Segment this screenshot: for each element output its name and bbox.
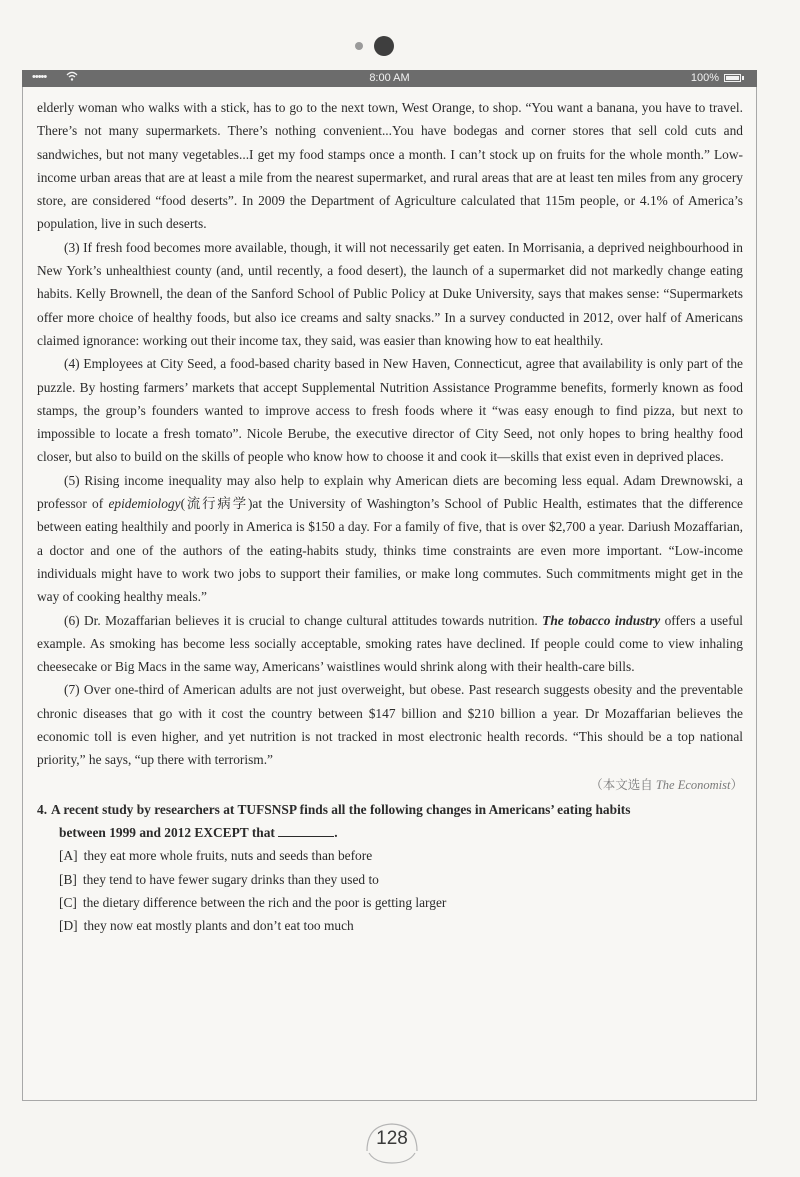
source-title: The Economist (655, 777, 731, 792)
battery-tip (742, 76, 744, 80)
option-letter: [A] (59, 848, 78, 864)
question-stem-line2: between 1999 and 2012 EXCEPT that (59, 824, 275, 840)
paragraph-p3 (37, 236, 743, 352)
question-stem-line1: A recent study by researchers at TUFSNSP finds all the following changes in Americans’ eating habits (51, 801, 631, 817)
option-text: they eat more whole fruits, nuts and seeds than before (83, 848, 373, 864)
paragraph-text: elderly woman who walks with a stick, has to go to the next town, West Orange, to shop. “You want a banana, you have to travel. There’s not many supermarkets. There’s nothing convenient...You have bodegas and corner stores that sell cold cuts and sandwiches, but not many vegetables...I get my food stamps once a month. I can’t stock up on fruits for the whole month.” Low-income urban areas that are at least a mile from the nearest supermarket, and rural areas that are at least ten miles from any grocery store, are considered “food deserts”. In 2009 the Department of Agriculture calculated that 115m people, or 4.1% of America’s population, live in such deserts. (37, 100, 743, 232)
page-number-badge (363, 1117, 421, 1167)
camera-sensor (355, 42, 363, 50)
option-text: the dietary difference between the rich and the poor is getting larger (82, 894, 447, 910)
paragraph-text: (流行病学)at the University of Washington’s School of Public Health, estimates that the difference between eating healthily and poorly in America is $150 a day. For a family of five, that is over $2,700 a year. Dariush Mozaffarian, a doctor and one of the authors of the eating-habits study, thinks time constraints are even more important. “Low-income individuals might have to work two jobs to support their families, or make long commutes. Such commitments might get in the way of cooking healthy meals.” (37, 496, 744, 605)
battery-icon (724, 74, 741, 82)
option-letter: [D] (59, 918, 78, 934)
paragraph-text: (3) If fresh food becomes more available, though, it will not necessarily get eaten. In Morrisania, a deprived neighbourhood in New York’s unhealthiest county (and, until recently, a food desert), the launch of a supermarket did not markedly change eating habits. Kelly Brownell, the dean of the Sanford School of Public Policy at Duke University, says that makes sense: “Supermarkets offer more choice of healthy foods, but also ice creams and salty snacks.” In a survey conducted in 2012, over half of Americans claimed ignorance: working out their income tax, they said, was easier than knowing how to eat healthily. (37, 239, 743, 348)
paragraph-text: (7) Over one-third of American adults are not just overweight, but obese. Past research suggests obesity and the preventable chronic diseases that go with it cost the country between $147 billion and $210 billion a year. Dr Mozaffarian believes the economic toll is even higher, and yet nutrition is not tracked in most electronic health records. “This should be a top national priority,” he says, “up there with terrorism.” (37, 682, 743, 768)
paragraph-p7 (37, 678, 743, 771)
question-number: 4. (37, 801, 48, 817)
battery-percent: 100% (690, 72, 719, 84)
paragraph-p2-cont (37, 96, 743, 236)
page-number: 128 (376, 1128, 408, 1149)
camera-lens (374, 36, 394, 56)
answer-options (37, 844, 743, 937)
option-b[interactable] (59, 868, 743, 891)
source-prefix: （本文选自 (590, 777, 656, 792)
source-suffix: ） (730, 777, 743, 792)
option-c[interactable] (59, 891, 743, 914)
status-time: 8:00 AM (369, 72, 410, 84)
article-content (37, 96, 743, 937)
paragraph-p5 (37, 469, 743, 609)
answer-blank (278, 824, 334, 837)
paragraph-p4 (37, 352, 743, 468)
option-text: they now eat mostly plants and don’t eat too much (83, 918, 354, 934)
emphasis-text: The tobacco industry (542, 612, 661, 628)
question-4 (37, 798, 743, 845)
article-body (37, 96, 743, 772)
option-a[interactable] (59, 844, 743, 867)
option-letter: [B] (59, 871, 77, 887)
paragraph-text: offers a useful example. As smoking has become less socially acceptable, smoking rates have declined. If people could come to view inhaling cheesecake or Big Macs in the same way, Americans’ waistlines would shrink along with their health-care bills. (37, 612, 743, 675)
option-d[interactable] (59, 914, 743, 937)
signal-strength: ••••• (32, 71, 47, 83)
paragraph-text: (6) Dr. Mozaffarian believes it is crucial to change cultural attitudes towards nutrition. (64, 612, 543, 628)
question-end: . (334, 824, 338, 840)
emphasis-text: epidemiology (108, 496, 181, 512)
paragraph-text: (4) Employees at City Seed, a food-based charity based in New Haven, Connecticut, agree that availability is only part of the puzzle. By hosting farmers’ markets that accept Supplemental Nutrition Assistance Programme benefits, formerly known as food stamps, the group’s founders wanted to improve access to fresh foods where it “was easy enough to find pizza, but next to impossible to locate a fresh tomato”. Nicole Berube, the executive director of City Seed, not only hopes to bring healthy food closer, but also to build on the skills of people who know how to choose it and cook it—skills that exist even in deprived places. (37, 356, 743, 465)
paragraph-text: (5) Rising income inequality may also help to explain why American diets are becoming less equal. Adam Drewnowski, a professor of (37, 472, 743, 512)
device-camera (0, 36, 800, 58)
paragraph-p6 (37, 609, 743, 679)
status-bar (22, 70, 757, 87)
option-letter: [C] (59, 894, 77, 910)
option-text: they tend to have fewer sugary drinks than they used to (82, 871, 379, 887)
source-citation (37, 774, 743, 796)
